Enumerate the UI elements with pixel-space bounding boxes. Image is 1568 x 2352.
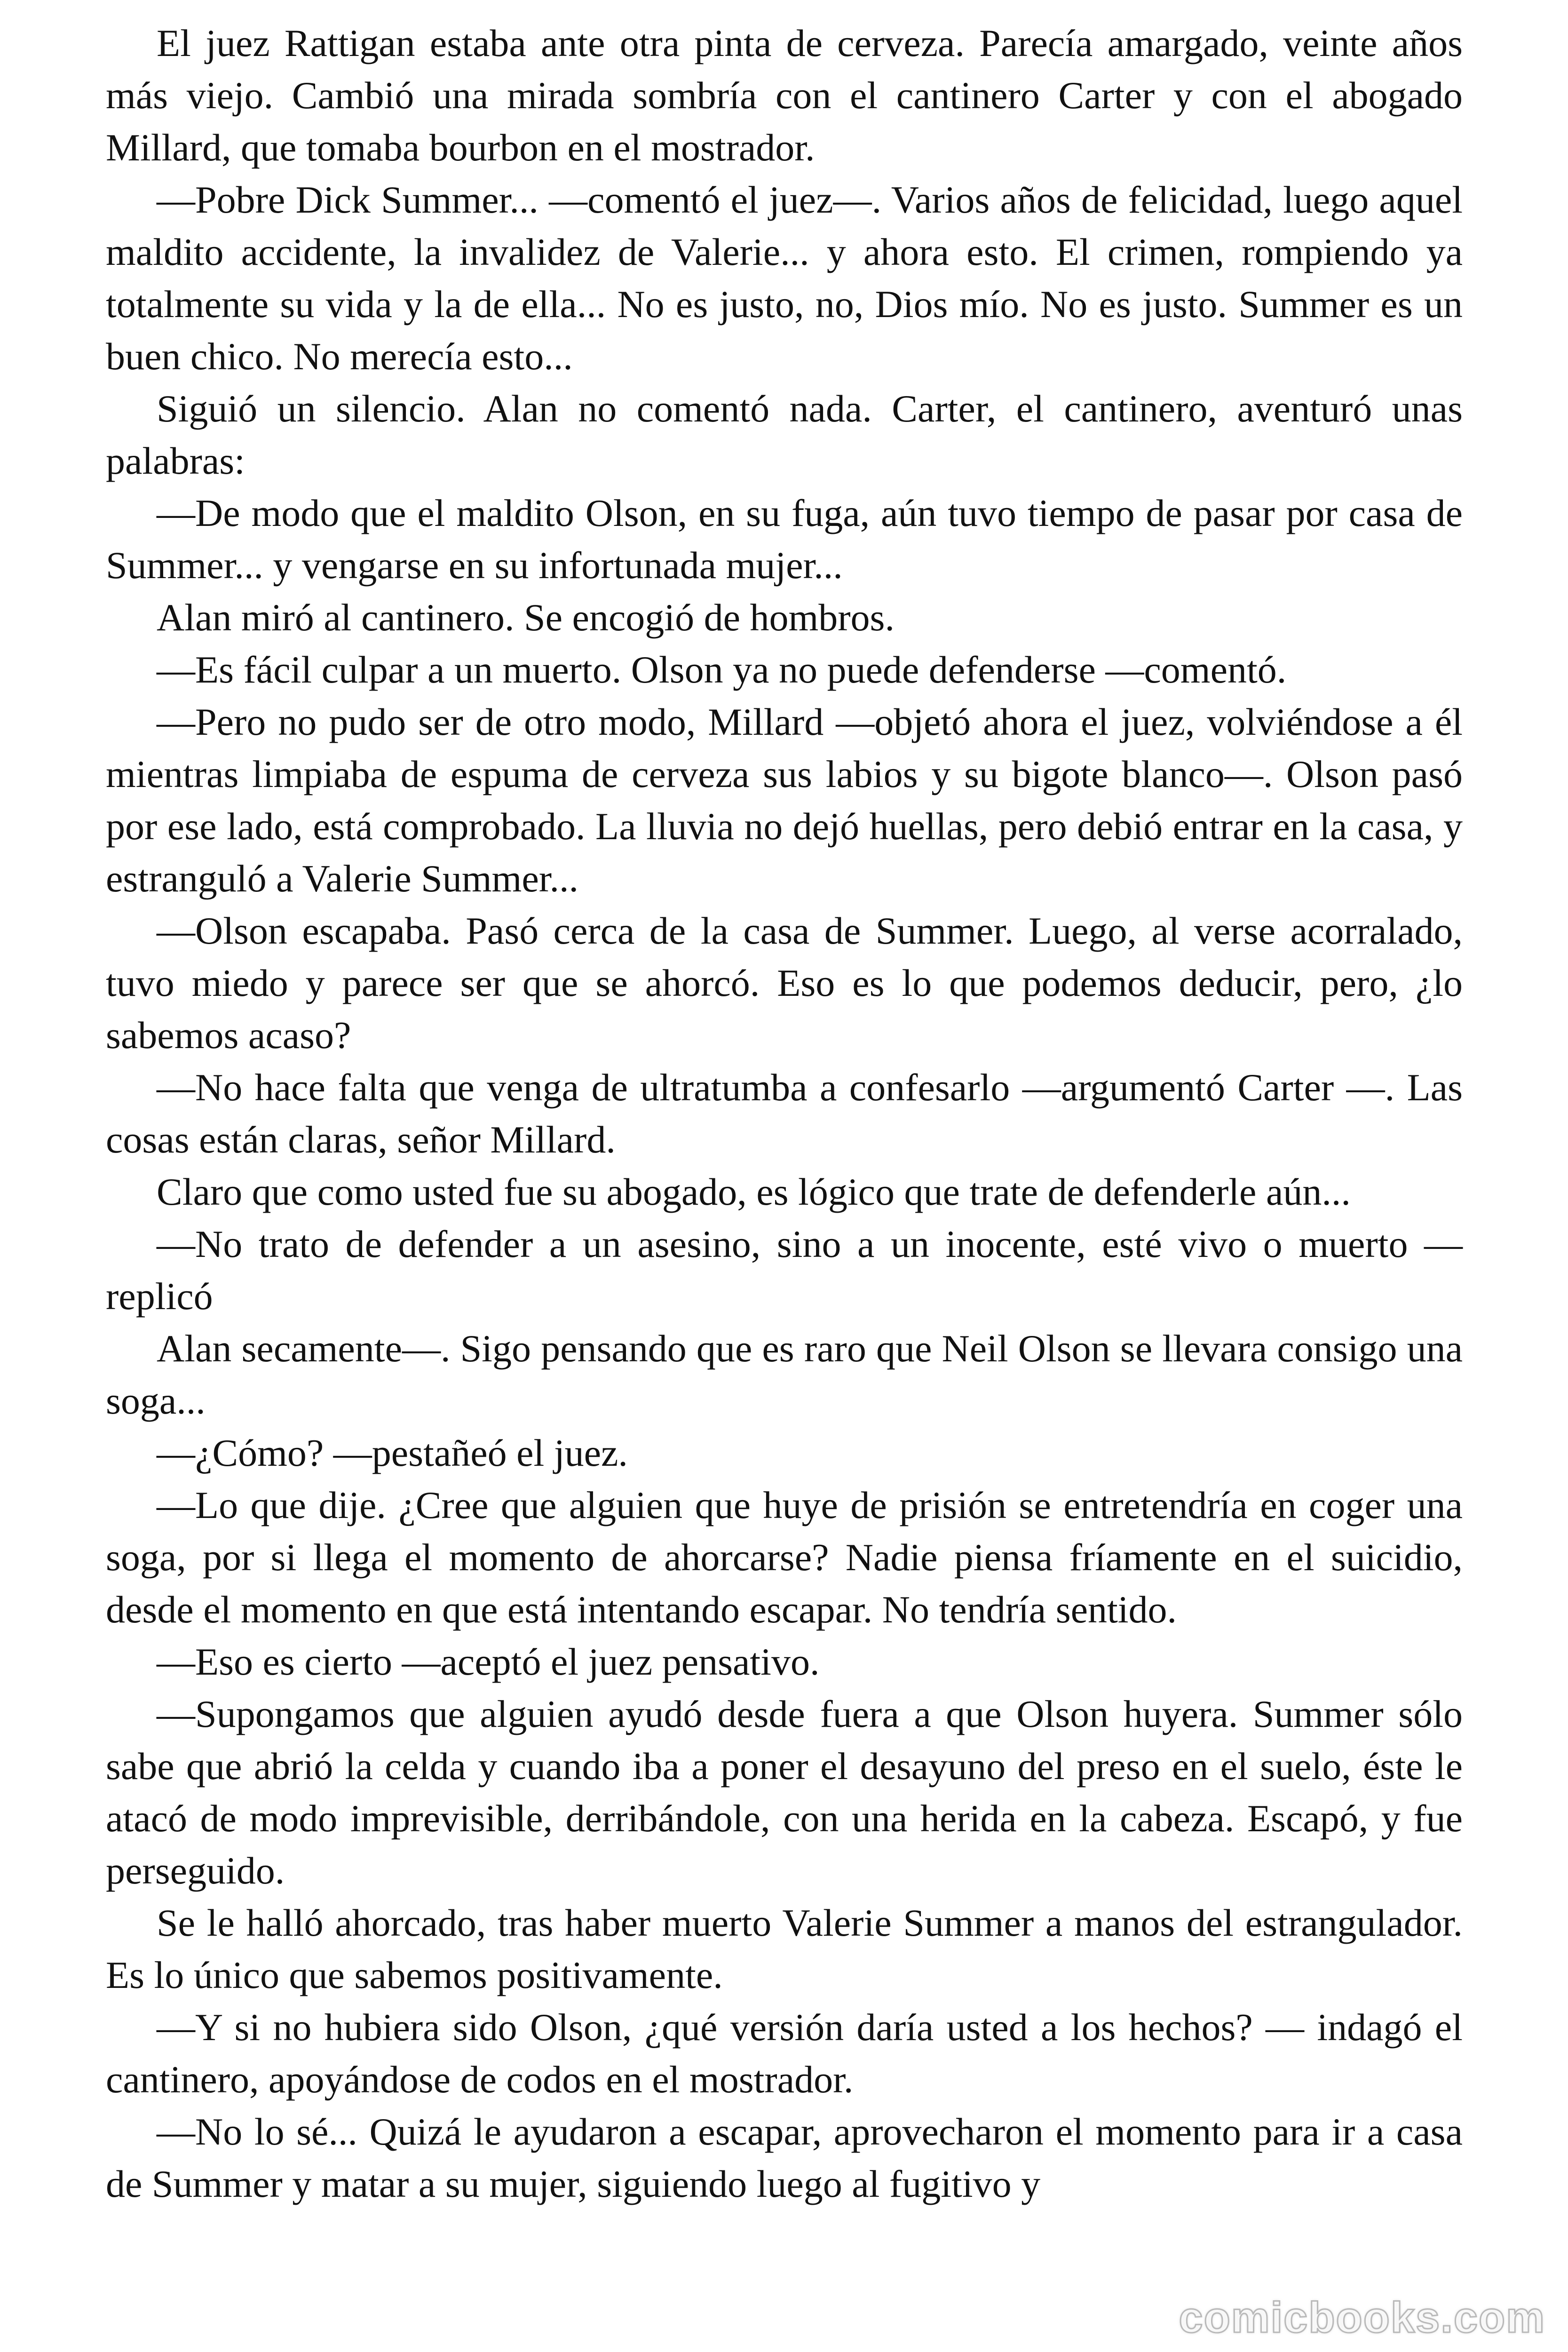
paragraph-5: Alan miró al cantinero. Se encogió de hombros. bbox=[157, 596, 895, 639]
paragraph-9: —No hace falta que venga de ultratumba a confesarlo —argumentó Carter —. Las cosas están claras, señor Millard. bbox=[106, 1066, 1463, 1161]
paragraph-2: —Pobre Dick Summer... —comentó el juez—. Varios años de felicidad, luego aquel maldito accidente, la invalidez de Valerie... y ahora esto. El crimen, rompiendo ya totalmente su vida y la de ella... No es justo, no, Dios mío. No es justo. Summer es un buen chico. No merecía esto... bbox=[106, 178, 1463, 378]
paragraph-7: —Pero no pudo ser de otro modo, Millard —objetó ahora el juez, volviéndose a él mientras limpiaba de espuma de cerveza sus labios y su bigote blanco—. Olson pasó por ese lado, está comprobado. La lluvia no dejó huellas, pero debió entrar en la casa, y estranguló a Valerie Summer... bbox=[106, 700, 1463, 900]
paragraph-11: —No trato de defender a un asesino, sino a un inocente, esté vivo o muerto —replicó bbox=[106, 1223, 1463, 1318]
watermark: comicbooks.com bbox=[1179, 2294, 1545, 2342]
paragraph-16: —Supongamos que alguien ayudó desde fuera a que Olson huyera. Summer sólo sabe que abrió la celda y cuando iba a poner el desayuno del preso en el suelo, éste le atacó de modo imprevisible, derribándole, con una herida en la cabeza. Escapó, y fue perseguido. bbox=[106, 1692, 1463, 1892]
paragraph-15: —Eso es cierto —aceptó el juez pensativo. bbox=[157, 1640, 820, 1683]
paragraph-14: —Lo que dije. ¿Cree que alguien que huye de prisión se entretendría en coger una soga, por si llega el momento de ahorcarse? Nadie piensa fríamente en el suicidio, desde el momento en que está intentando escapar. No tendría sentido. bbox=[106, 1484, 1463, 1631]
paragraph-3: Siguió un silencio. Alan no comentó nada. Carter, el cantinero, aventuró unas palabras: bbox=[106, 387, 1463, 482]
paragraph-17: Se le halló ahorcado, tras haber muerto Valerie Summer a manos del estrangulador. Es lo único que sabemos positivamente. bbox=[106, 1901, 1463, 1996]
paragraph-12: Alan secamente—. Sigo pensando que es raro que Neil Olson se llevara consigo una soga... bbox=[106, 1327, 1463, 1422]
paragraph-4: —De modo que el maldito Olson, en su fuga, aún tuvo tiempo de pasar por casa de Summer... y vengarse en su infortunada mujer... bbox=[106, 492, 1463, 587]
paragraph-19: —No lo sé... Quizá le ayudaron a escapar, aprovecharon el momento para ir a casa de Summer y matar a su mujer, siguiendo luego al fugitivo y bbox=[106, 2110, 1463, 2205]
paragraph-13: —¿Cómo? —pestañeó el juez. bbox=[157, 1431, 628, 1474]
paragraph-10: Claro que como usted fue su abogado, es lógico que trate de defenderle aún... bbox=[157, 1170, 1351, 1213]
paragraph-6: —Es fácil culpar a un muerto. Olson ya no puede defenderse —comentó. bbox=[157, 648, 1287, 691]
paragraph-8: —Olson escapaba. Pasó cerca de la casa de Summer. Luego, al verse acorralado, tuvo miedo y parece ser que se ahorcó. Eso es lo que podemos deducir, pero, ¿lo sabemos acaso? bbox=[106, 909, 1463, 1057]
paragraph-18: —Y si no hubiera sido Olson, ¿qué versión daría usted a los hechos? — indagó el cantinero, apoyándose de codos en el mostrador. bbox=[106, 2006, 1463, 2101]
paragraph-1: El juez Rattigan estaba ante otra pinta de cerveza. Parecía amargado, veinte años más viejo. Cambió una mirada sombría con el cantinero Carter y con el abogado Millard, que tomaba bourbon en el mostrador. bbox=[106, 22, 1463, 169]
body-text bbox=[106, 17, 1463, 2210]
